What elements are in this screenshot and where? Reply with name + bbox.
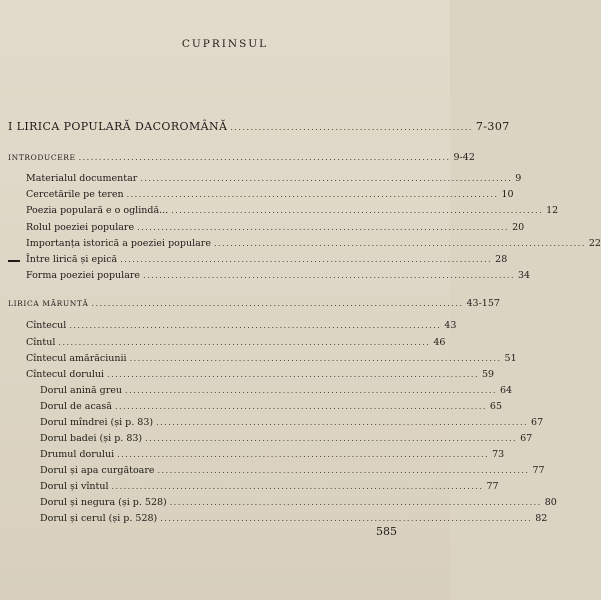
toc-page: 22 (588, 238, 601, 249)
toc-page: 73 (492, 449, 505, 460)
toc-page: 28 (495, 254, 508, 265)
toc-label: Dorul anină greu (40, 385, 123, 396)
toc-page: 65 (489, 401, 503, 412)
toc-page: 10 (501, 189, 514, 200)
contents-heading: CUPRINSUL (181, 38, 269, 50)
toc-label: Dorul mîndrei (și p. 83) (40, 417, 154, 428)
toc-leader: ............................................................................................ (120, 255, 493, 264)
toc-subentry (40, 448, 505, 462)
toc-leader: ............................................................................................ (126, 190, 499, 199)
toc-part-entry (8, 120, 510, 135)
toc-label: Între lirică și epică (26, 254, 118, 265)
toc-page: 67 (531, 417, 544, 428)
toc-entry (26, 221, 525, 235)
toc-page: 77 (486, 481, 499, 492)
toc-page: 43-157 (466, 298, 500, 309)
toc-page: 77 (532, 465, 545, 476)
toc-leader: ............................................................................................ (114, 402, 487, 411)
toc-leader: ............................................................................................ (107, 370, 479, 379)
toc-leader: ............................................................................................ (213, 239, 586, 248)
toc-label: Cîntul (26, 337, 56, 348)
toc-entry (26, 319, 457, 333)
toc-leader: ............................................................................................ (157, 466, 530, 475)
toc-label: Dorul și cerul (și p. 528) (40, 513, 158, 524)
toc-label: Cîntecul dorului (26, 369, 105, 380)
toc-subentry (40, 432, 533, 446)
toc-entry (26, 172, 522, 186)
toc-leader: ............................................................................................ (156, 418, 529, 427)
toc-entry (26, 237, 601, 251)
margin-mark (8, 260, 20, 262)
toc-label: Dorul și negura (și p. 528) (40, 497, 167, 508)
toc-page: 20 (512, 222, 525, 233)
toc-leader: ............................................................................................ (145, 434, 518, 443)
toc-label: Rolul poeziei populare (26, 222, 135, 233)
toc-page: 7-307 (475, 120, 510, 133)
toc-leader: ............................................................ (230, 123, 473, 132)
toc-leader: ............................................................................................ (169, 498, 542, 507)
toc-leader: ............................................................................................ (78, 153, 451, 162)
toc-label: Cercetările pe teren (26, 189, 124, 200)
toc-label: Cîntecul amărăciunii (26, 353, 127, 364)
toc-page: 67 (520, 433, 533, 444)
toc-page: 43 (444, 320, 457, 331)
toc-leader: ............................................................................................ (125, 386, 497, 395)
toc-subentry (40, 400, 503, 414)
toc-page: 80 (544, 497, 557, 508)
toc-section-entry (8, 151, 475, 165)
toc-leader: ............................................................................................ (140, 174, 513, 183)
toc-label: Forma poeziei populare (26, 270, 141, 281)
toc-label: I LIRICA POPULARĂ DACOROMÂNĂ (8, 120, 228, 133)
toc-page: 64 (500, 385, 513, 396)
toc-page: 9 (515, 173, 522, 184)
toc-label: Importanța istorică a poeziei populare (26, 238, 211, 249)
toc-label: Dorul și vîntul (40, 481, 109, 492)
toc-subentry (40, 384, 513, 398)
toc-page: 51 (504, 353, 517, 364)
toc-leader: ............................................................................................ (111, 482, 484, 491)
toc-leader: ............................................................................................ (129, 354, 502, 363)
toc-subentry (40, 416, 544, 430)
toc-leader: ............................................................................................ (58, 338, 431, 347)
toc-entry (26, 368, 495, 382)
toc-leader: ............................................................................................ (143, 271, 515, 280)
toc-leader: ............................................................................................ (91, 299, 464, 308)
toc-label: Dorul badei (și p. 83) (40, 433, 143, 444)
toc-label: LIRICA MĂRUNTĂ (8, 299, 89, 308)
toc-entry (26, 188, 514, 202)
toc-subentry (40, 496, 557, 510)
toc-entry (26, 253, 508, 267)
toc-page: 82 (535, 513, 548, 524)
toc-subentry (40, 464, 545, 478)
page-number: 585 (376, 525, 397, 538)
toc-label: Dorul și apa curgătoare (40, 465, 155, 476)
toc-leader: ............................................................................................ (137, 223, 510, 232)
toc-label: Poezia populară e o oglindă... (26, 205, 169, 216)
toc-entry (26, 336, 446, 350)
toc-page: 59 (481, 369, 495, 380)
toc-entry (26, 204, 559, 218)
toc-page: 9-42 (453, 152, 475, 163)
toc-leader: ............................................................................................ (171, 206, 544, 215)
toc-label: INTRODUCERE (8, 153, 76, 162)
toc-page: 46 (433, 337, 446, 348)
toc-label: Materialul documentar (26, 173, 138, 184)
toc-leader: ............................................................................................ (160, 514, 533, 523)
toc-page: 34 (518, 270, 531, 281)
toc-page: 12 (546, 205, 559, 216)
toc-leader: ............................................................................................ (69, 321, 442, 330)
toc-entry (26, 352, 517, 366)
toc-label: Drumul dorului (40, 449, 115, 460)
toc-label: Dorul de acasă (40, 401, 112, 412)
toc-leader: ............................................................................................ (117, 450, 490, 459)
toc-entry (26, 269, 531, 283)
toc-section-entry (8, 297, 500, 311)
toc-subentry (40, 512, 548, 526)
toc-subentry (40, 480, 499, 494)
toc-label: Cîntecul (26, 320, 67, 331)
